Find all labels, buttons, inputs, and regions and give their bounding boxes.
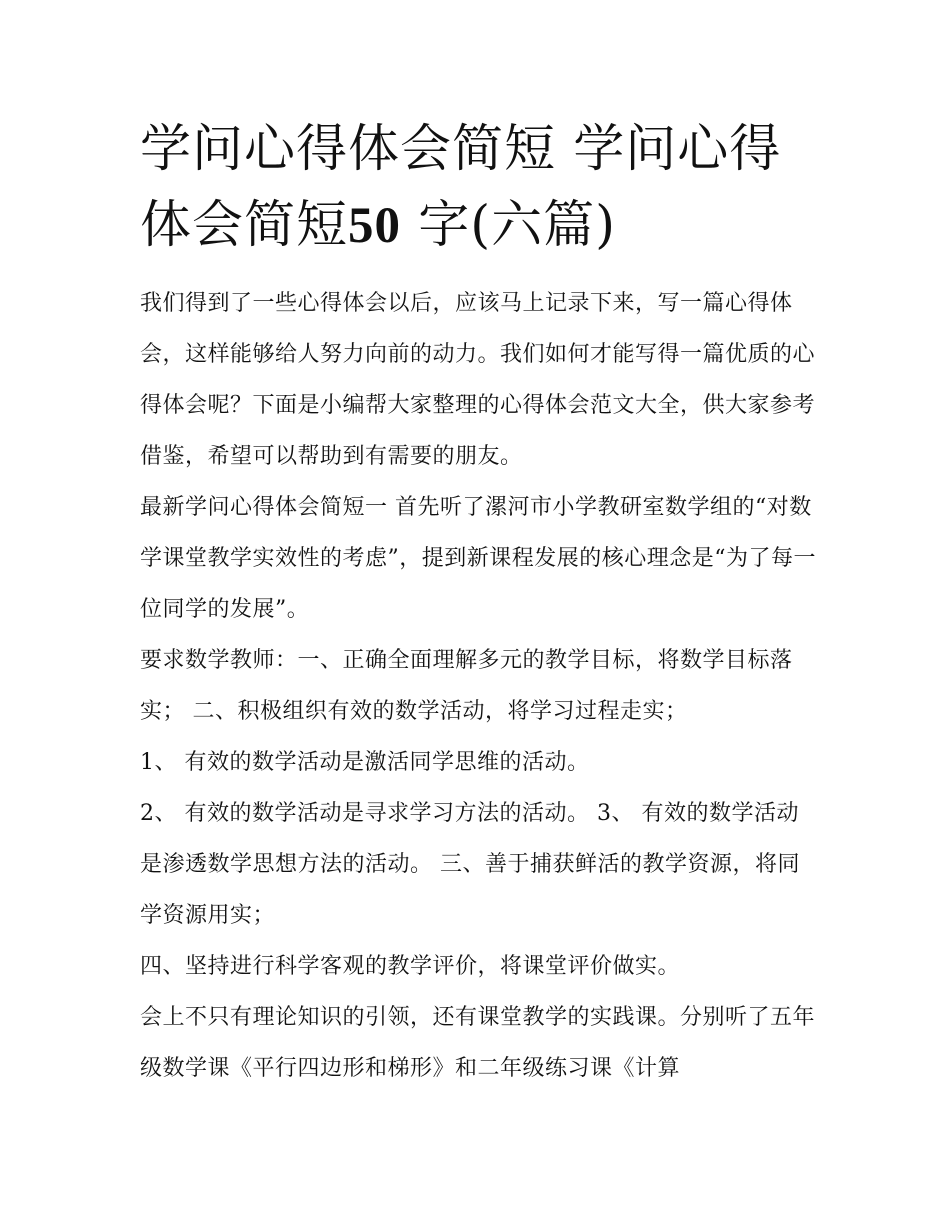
document-page: [140, 112, 820, 1094]
body-paragraph-2: 要求数学教师：一、正确全面理解多元的教学目标，将数学目标落实； 二、积极组织有效的数学活动，将学习过程走实；: [140, 648, 793, 724]
document-title: [140, 112, 820, 264]
list-item-1: 1、 有效的数学活动是激活同学思维的活动。: [140, 750, 590, 775]
body-paragraph-3: 四、坚持进行科学客观的教学评价，将课堂评价做实。: [140, 954, 681, 979]
list-item-2-3: 2、 有效的数学活动是寻求学习方法的活动。 3、 有效的数学活动是渗透数学思想方法的活动。 三、善于捕获鲜活的教学资源，将同学资源用实；: [140, 801, 800, 928]
intro-paragraph: 我们得到了一些心得体会以后，应该马上记录下来，写一篇心得体会，这样能够给人努力向前的动力。我们如何才能写得一篇优质的心得体会呢？下面是小编帮大家整理的心得体会范文大全，供大家参考借鉴，希望可以帮助到有需要的朋友。: [140, 291, 816, 469]
title-text-part1: 学问心得体会简短 学问心得体会简短: [140, 120, 782, 255]
title-text-part2: 字(六篇): [401, 196, 617, 255]
body-paragraph-4: 会上不只有理论知识的引领，还有课堂教学的实践课。分别听了五年级数学课《平行四边形和梯形》和二年级练习课《计算: [140, 1005, 816, 1081]
title-number: 50: [348, 198, 402, 254]
body-paragraph-1: 最新学问心得体会简短一 首先听了漯河市小学教研室数学组的“对数学课堂教学实效性的考虑”，提到新课程发展的核心理念是“为了每一位同学的发展”。: [140, 495, 816, 622]
